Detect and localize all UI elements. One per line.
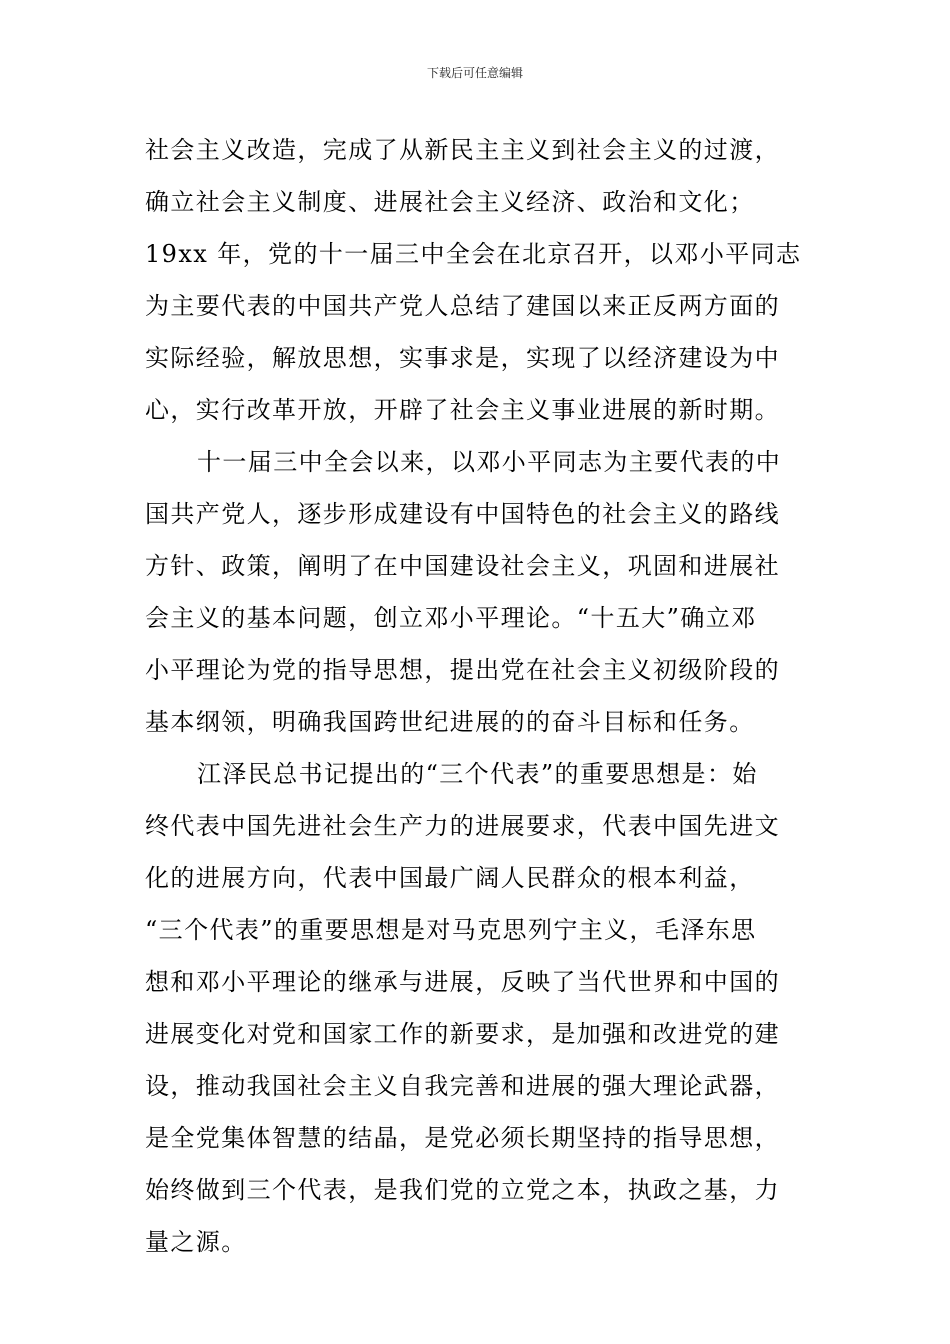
text-line: 国共产党人，逐步形成建设有中国特色的社会主义的路线 <box>145 500 780 528</box>
text-line: 心，实行改革开放，开辟了社会主义事业进展的新时期。 <box>145 396 780 424</box>
text-line: 进展变化对党和国家工作的新要求，是加强和改进党的建 <box>145 1020 780 1048</box>
document-body <box>145 124 809 1268</box>
text-line: 设，推动我国社会主义自我完善和进展的强大理论武器， <box>145 1072 780 1100</box>
text-line: 小平理论为党的指导思想，提出党在社会主义初级阶段的 <box>145 656 780 684</box>
paragraph-first-line: 十一届三中全会以来，以邓小平同志为主要代表的中 <box>197 448 782 476</box>
paragraph-first-line: 江泽民总书记提出的“三个代表”的重要思想是：始 <box>197 760 758 788</box>
text-line: 确立社会主义制度、进展社会主义经济、政治和文化； <box>145 188 755 216</box>
text-line: 是全党集体智慧的结晶，是党必须长期坚持的指导思想， <box>145 1124 780 1152</box>
text-line: 方针、政策，阐明了在中国建设社会主义，巩固和进展社 <box>145 552 780 580</box>
text-line: 实际经验，解放思想，实事求是，实现了以经济建设为中 <box>145 344 780 372</box>
text-line: 想和邓小平理论的继承与进展，反映了当代世界和中国的 <box>145 968 780 996</box>
page-header-note: 下载后可任意编辑 <box>426 66 523 80</box>
text-line: “三个代表”的重要思想是对马克思列宁主义，毛泽东思 <box>145 916 757 944</box>
text-line: 量之源。 <box>145 1228 247 1256</box>
text-line: 为主要代表的中国共产党人总结了建国以来正反两方面的 <box>145 292 780 320</box>
text-line: 化的进展方向，代表中国最广阔人民群众的根本利益， <box>145 864 755 892</box>
text-line: 始终做到三个代表，是我们党的立党之本，执政之基，力 <box>145 1176 780 1204</box>
text-line: 基本纲领，明确我国跨世纪进展的的奋斗目标和任务。 <box>145 708 755 736</box>
text-line: 社会主义改造，完成了从新民主主义到社会主义的过渡， <box>145 136 780 164</box>
text-line: 19xx 年，党的十一届三中全会在北京召开，以邓小平同志 <box>145 240 802 268</box>
text-line: 终代表中国先进社会生产力的进展要求，代表中国先进文 <box>145 812 780 840</box>
text-line: 会主义的基本问题，创立邓小平理论。“十五大”确立邓 <box>145 604 757 632</box>
